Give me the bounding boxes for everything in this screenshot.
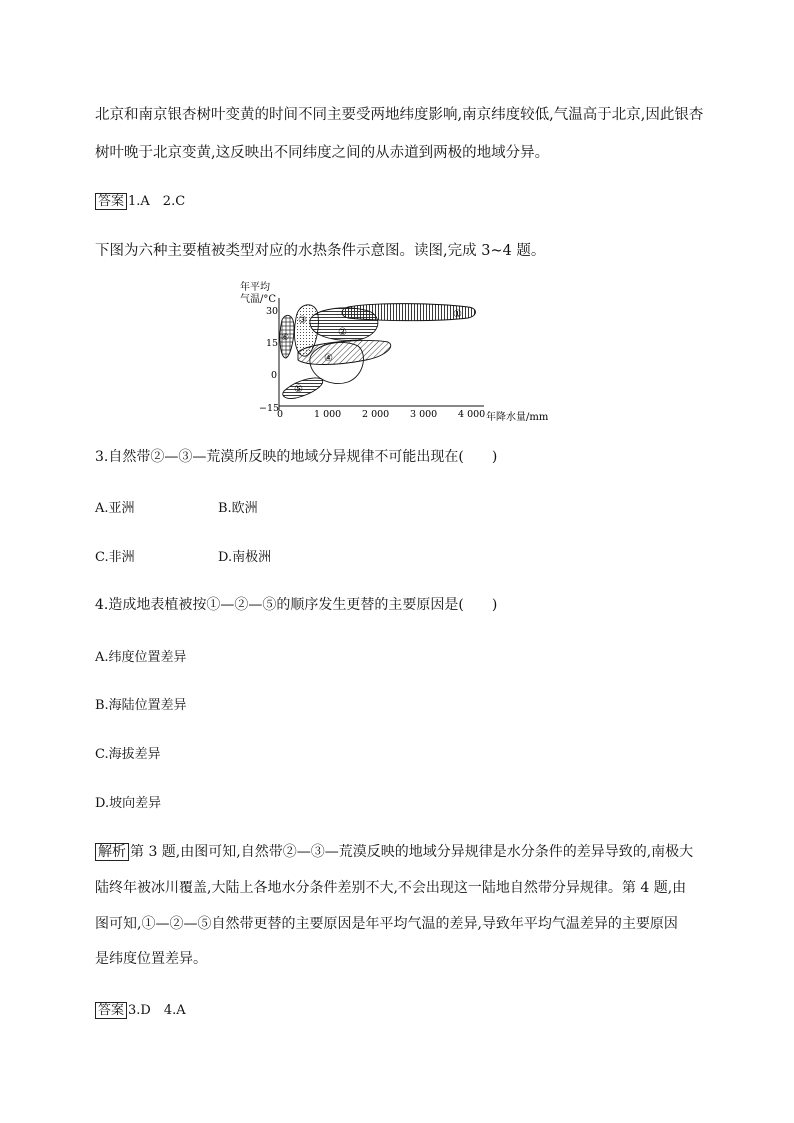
marker-5: ⑤ — [294, 384, 303, 395]
y-tick-15: 15 — [266, 338, 279, 349]
x-tick-3000: 3 000 — [410, 409, 438, 420]
analysis-line-3: 图可知,①—②—⑤自然带更替的主要原因是年平均气温的差异,导致年平均气温差异的主要原因 — [95, 916, 678, 932]
analysis-text-1: 第 3 题,由图可知,自然带②—③—荒漠反映的地域分异规律是水分条件的差异导致的,南极大 — [130, 844, 694, 860]
y-axis-label-1: 年平均 — [240, 282, 270, 293]
q4-option-b[interactable]: B.海陆位置差异 — [95, 698, 187, 713]
x-axis-label: 年降水量/mm — [486, 412, 549, 423]
analysis-line-1 — [95, 841, 693, 861]
answer-text: 3.D 4.A — [128, 1003, 186, 1018]
q3-option-c[interactable]: C.非洲 — [95, 550, 135, 565]
y-tick-30: 30 — [266, 306, 279, 317]
q4-option-a[interactable]: A.纬度位置差异 — [95, 650, 187, 665]
answer-tag: 答案 — [95, 193, 127, 210]
marker-6: ⑥ — [281, 333, 290, 343]
q3-option-d[interactable]: D.南极洲 — [218, 550, 272, 565]
y-axis-label-2: 气温/°C — [240, 294, 277, 305]
q3-option-b[interactable]: B.欧洲 — [218, 501, 258, 516]
analysis-line-2: 陆终年被冰川覆盖,大陆上各地水分条件差别不大,不会出现这一陆地自然带分异规律。第 4 题,由 — [95, 880, 687, 896]
marker-2: ② — [338, 327, 347, 338]
x-tick-0: 0 — [277, 409, 284, 420]
answer-tag: 答案 — [95, 1002, 127, 1019]
x-tick-4000: 4 000 — [458, 409, 486, 420]
q3-option-a[interactable]: A.亚洲 — [95, 501, 135, 516]
intro-line-1: 北京和南京银杏树叶变黄的时间不同主要受两地纬度影响,南京纬度较低,气温高于北京,因此银杏 — [95, 107, 704, 123]
x-tick-2000: 2 000 — [362, 409, 390, 420]
answer-2 — [95, 999, 186, 1018]
analysis-tag: 解析 — [95, 843, 129, 861]
marker-3: ③ — [298, 315, 307, 326]
answer-text: 1.A 2.C — [128, 194, 186, 209]
question-4-stem: 4.造成地表植被按①—②—⑤的顺序发生更替的主要原因是( ) — [95, 597, 498, 613]
q4-option-d[interactable]: D.坡向差异 — [95, 796, 162, 811]
question-3-stem: 3.自然带②—③—荒漠所反映的地域分异规律不可能出现在( ) — [95, 449, 498, 465]
y-tick-neg15: −15 — [259, 403, 280, 414]
y-tick-0: 0 — [271, 370, 278, 381]
q4-option-c[interactable]: C.海拔差异 — [95, 747, 161, 762]
marker-4: ④ — [324, 353, 333, 364]
marker-1: ① — [453, 309, 462, 320]
answer-1 — [95, 190, 185, 209]
question-stem: 下图为六种主要植被类型对应的水热条件示意图。读图,完成 3~4 题。 — [95, 243, 546, 259]
vegetation-climate-figure — [236, 280, 566, 425]
analysis-line-4: 是纬度位置差异。 — [95, 951, 207, 967]
intro-line-2: 树叶晚于北京变黄,这反映出不同纬度之间的从赤道到两极的地域分异。 — [95, 145, 550, 161]
x-tick-1000: 1 000 — [314, 409, 342, 420]
